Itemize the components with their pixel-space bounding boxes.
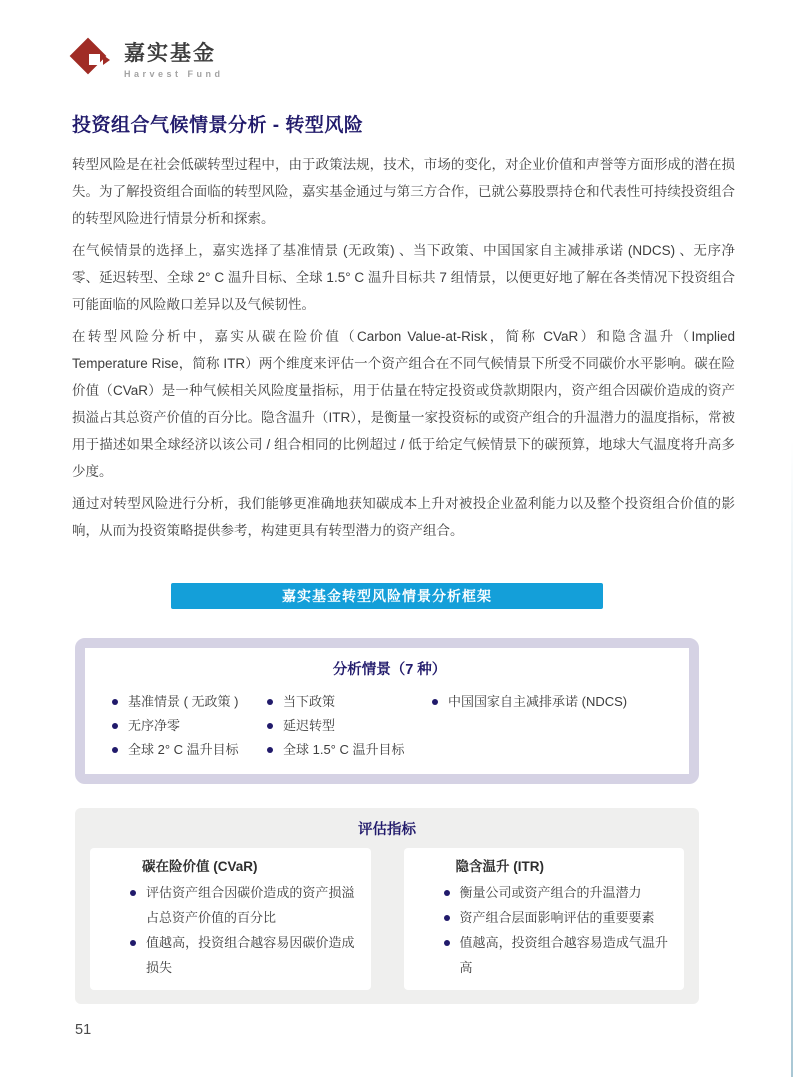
bullet-dot xyxy=(444,940,450,946)
bullet-dot xyxy=(112,699,118,705)
paragraph-conclusion: 通过对转型风险进行分析，我们能够更准确地获知碳成本上升对被投企业盈利能力以及整个投资组合价值的影响，从而为投资策略提供参考，构建更具有转型潜力的资产组合。 xyxy=(72,496,735,538)
scenario-label: 当下政策 xyxy=(283,694,336,709)
metrics-title: 评估指标 xyxy=(358,822,416,838)
scenario-item xyxy=(265,738,430,762)
metric-card-cvar xyxy=(90,848,371,990)
paragraph-cvar-itr: 在转型风险分析中，嘉实从碳在险价值（Carbon Value-at-Risk，简称 CVaR）和隐含温升（Implied Temperature Rise，简称 ITR）两个维度来评估一个资产组合在不同气候情景下所受不同碳价水平影响。碳在险价值（CVaR）是一种气候相关风险度量指标，用于估量在特定投资或贷款期限内，资产组合因碳价造成的资产损溢占其总资产价值的百分比。隐含温升（ITR），是衡量一家投资标的或资产组合的升温潜力的温度指标，常被用于描述如果全球经济以该公司 / 组合相同的比例超过 / 低于给定气候情景下的碳预算，地球大气温度将升高多少度。 xyxy=(72,329,735,479)
metric-bullet xyxy=(106,880,355,930)
bullet-dot xyxy=(267,747,273,753)
scenario-label: 无序净零 xyxy=(128,718,181,733)
metric-cards xyxy=(90,848,684,990)
scenario-label: 中国国家自主减排承诺 (NDCS) xyxy=(448,694,628,709)
metric-bullet-text: 评估资产组合因碳价造成的资产损溢占总资产价值的百分比 xyxy=(146,885,355,925)
scenario-item xyxy=(265,690,430,714)
scenario-label: 全球 1.5° C 温升目标 xyxy=(283,742,405,757)
content-column xyxy=(72,0,735,1004)
metric-list xyxy=(420,880,669,980)
bullet-dot xyxy=(444,915,450,921)
bullet-dot xyxy=(130,940,136,946)
scenarios-title: 分析情景（7 种） xyxy=(332,662,447,678)
metric-card-itr xyxy=(404,848,685,990)
bullet-dot xyxy=(112,747,118,753)
metric-bullet xyxy=(420,905,669,930)
right-edge-artifact xyxy=(791,440,793,1077)
metric-bullet-text: 衡量公司或资产组合的升温潜力 xyxy=(459,885,642,900)
page-number: 51 xyxy=(75,1022,92,1038)
scenario-item xyxy=(265,714,430,738)
bullet-dot xyxy=(267,723,273,729)
framework-banner: 嘉实基金转型风险情景分析框架 xyxy=(171,583,603,609)
metric-list xyxy=(106,880,355,980)
logo-name-cn: 嘉实基金 xyxy=(124,42,216,65)
page-title: 投资组合气候情景分析 - 转型风险 xyxy=(72,115,364,136)
bullet-dot xyxy=(130,890,136,896)
metric-card-title: 碳在险价值 (CVaR) xyxy=(142,859,258,874)
scenario-item xyxy=(110,690,265,714)
scenario-label: 全球 2° C 温升目标 xyxy=(128,742,239,757)
metric-card-title: 隐含温升 (ITR) xyxy=(455,859,544,874)
scenario-item xyxy=(430,690,669,714)
scenario-item xyxy=(110,714,265,738)
metric-bullet xyxy=(420,930,669,980)
metric-bullet xyxy=(106,930,355,980)
bullet-dot xyxy=(112,723,118,729)
scenario-item xyxy=(110,738,265,762)
metric-bullet xyxy=(420,880,669,905)
scenario-label: 延迟转型 xyxy=(283,718,336,733)
scenarios-grid xyxy=(110,690,669,762)
scenarios-box xyxy=(75,638,699,784)
bullet-dot xyxy=(444,890,450,896)
paragraph-scenario-selection: 在气候情景的选择上，嘉实选择了基准情景 (无政策) 、当下政策、中国国家自主减排承诺 (NDCS) 、无序净零、延迟转型、全球 2° C 温升目标、全球 1.5° C 温升目标共 7 组情景，以便更好地了解在各类情况下投资组合可能面临的风险敞口差异以及气候韧性。 xyxy=(72,243,735,312)
metric-bullet-text: 值越高，投资组合越容易因碳价造成损失 xyxy=(146,935,355,975)
metrics-box xyxy=(75,808,699,1004)
scenario-label: 基准情景 ( 无政策 ) xyxy=(128,694,239,709)
bullet-dot xyxy=(267,699,273,705)
bullet-dot xyxy=(432,699,438,705)
metric-bullet-text: 资产组合层面影响评估的重要要素 xyxy=(459,910,655,925)
grid-spacer xyxy=(430,714,669,738)
metric-bullet-text: 值越高，投资组合越容易造成气温升高 xyxy=(459,935,668,975)
scenarios-box-inner xyxy=(85,648,689,774)
logo-name-en: Harvest Fund xyxy=(124,69,224,79)
paragraph-transition-risk: 转型风险是在社会低碳转型过程中，由于政策法规，技术，市场的变化，对企业价值和声誉等方面形成的潜在损失。为了解投资组合面临的转型风险，嘉实基金通过与第三方合作，已就公募股票持仓和代表性可持续投资组合的转型风险进行情景分析和探索。 xyxy=(72,157,735,226)
